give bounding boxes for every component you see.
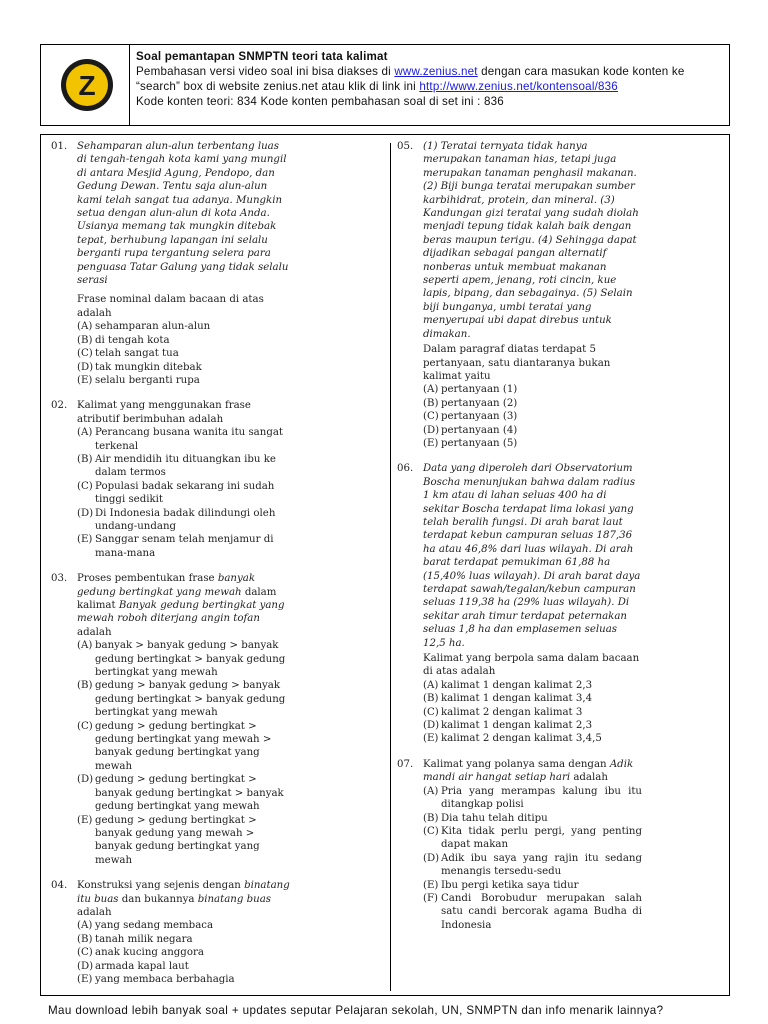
logo-cell [41, 45, 130, 125]
kontensoal-link[interactable]: http://www.zenius.net/kontensoal/836 [419, 80, 618, 93]
option-b[interactable]: (B) Air mendidih itu dituangkan ibu ke dalam termos [77, 453, 276, 479]
question-passage: (1) Teratai ternyata tidak hanya merupakan tanaman hias, tetapi juga merupakan tanaman penghasil makanan. (2) Biji bunga teratai merupakan sumber karbihidrat, protein, dan mineral. (3) Kandungan gizi teratai yang sudah diolah menjadi tepung tidak kalah baik dengan beras maupun terigu. (4) Sehingga dapat dijadikan sebagai pangan alternatif nonberas untuk membuat makanan seperti apem, jenang, roti cincin, kue lapis, bipang, dan sebagainya. (5) Selain biji bunganya, umbi teratai yang menyerupai ubi dapat direbus untuk dimakan. [423, 141, 639, 340]
option-e[interactable]: (E) pertanyaan (5) [423, 437, 518, 449]
option-d[interactable]: (D) pertanyaan (4) [423, 424, 518, 436]
option-c[interactable]: (C) Kita tidak perlu pergi, yang penting dapat makan [423, 825, 642, 851]
option-d[interactable]: (D) gedung > gedung bertingkat > banyak gedung bertingkat > banyak gedung bertingkat yang mewah [77, 774, 284, 813]
question-number: 06. [397, 463, 414, 475]
question-number: 03. [51, 573, 68, 585]
option-a[interactable]: (A) sehamparan alun-alun [77, 321, 211, 333]
question-04 [51, 879, 291, 986]
option-d[interactable]: (D) Adik ibu saya yang rajin itu sedang menangis tersedu-sedu [423, 852, 642, 878]
option-list [77, 639, 291, 867]
question-number: 02. [51, 400, 68, 412]
left-column [51, 140, 291, 998]
zenius-link[interactable]: www.zenius.net [394, 65, 478, 78]
option-b[interactable]: (B) kalimat 1 dengan kalimat 3,4 [423, 693, 593, 705]
option-a[interactable]: (A) banyak > banyak gedung > banyak gedung bertingkat > banyak gedung bertingkat yang mewah [77, 640, 286, 679]
question-prompt: Dalam paragraf diatas terdapat 5 pertanyaan, satu diantaranya bukan kalimat yaitu [423, 344, 611, 382]
zenius-logo [59, 57, 115, 113]
option-d[interactable]: (D) tak mungkin ditebak [77, 361, 202, 373]
option-c[interactable]: (C) telah sangat tua [77, 348, 179, 360]
footer-promo-text: Mau download lebih banyak soal + updates seputar Pelajaran sekolah, UN, SNMPTN dan info menarik lainnya? [48, 1004, 664, 1017]
option-f[interactable]: (F) Candi Borobudur merupakan salah satu candi bercorak agama Budha di Indonesia [423, 892, 642, 931]
option-c[interactable]: (C) kalimat 2 dengan kalimat 3 [423, 706, 583, 718]
option-a[interactable]: (A) kalimat 1 dengan kalimat 2,3 [423, 679, 593, 691]
option-e[interactable]: (E) selalu berganti rupa [77, 374, 200, 386]
question-06 [397, 462, 642, 746]
question-text: Kalimat yang polanya sama dengan Adik mandi air hangat setiap hari adalah [423, 758, 634, 784]
document-title: Soal pemantapan SNMPTN teori tata kalimat [136, 50, 388, 63]
option-e[interactable]: (E) kalimat 2 dengan kalimat 3,4,5 [423, 733, 602, 745]
svg-text:Z: Z [78, 70, 96, 101]
option-d[interactable]: (D) kalimat 1 dengan kalimat 2,3 [423, 720, 593, 732]
header-line-2: Pembahasan versi video soal ini bisa diakses di www.zenius.net dengan cara masukan kode konten ke [136, 65, 685, 78]
question-01 [51, 140, 291, 387]
option-b[interactable]: (B) di tengah kota [77, 334, 170, 346]
option-b[interactable]: (B) pertanyaan (2) [423, 397, 518, 409]
option-list [77, 320, 291, 387]
option-list [77, 426, 291, 560]
header-line-4: Kode konten teori: 834 Kode konten pembahasan soal di set ini : 836 [136, 95, 504, 108]
option-c[interactable]: (C) anak kucing anggora [77, 947, 204, 959]
question-passage: Data yang diperoleh dari Observatorium Boscha menunjukan bahwa dalam radius 1 km atau di lahan seluas 400 ha di sekitar Boscha terdapat lima lokasi yang telah beralih fungsi. Di arah barat laut terdapat kebun campuran seluas 187,36 ha atau 46,8% dari luas wilayah. Di arah barat terdapat pemukiman 61,88 ha (15,40% luas wilayah). Di arah barat daya terdapat sawah/tegalan/kebun campuran seluas 119,38 ha (29% luas wilayah). Di sekitar arah timur terdapat peternakan seluas 1,8 ha dan emplasemen seluas 12,5 ha. [423, 463, 641, 649]
question-02 [51, 399, 291, 560]
option-e[interactable]: (E) yang membaca berbahagia [77, 973, 235, 985]
column-divider [390, 143, 391, 991]
option-a[interactable]: (A) Pria yang merampas kalung ibu itu ditangkap polisi [423, 785, 642, 811]
option-c[interactable]: (C) Populasi badak sekarang ini sudah tinggi sedikit [77, 480, 275, 506]
option-c[interactable]: (C) pertanyaan (3) [423, 411, 518, 423]
option-a[interactable]: (A) pertanyaan (1) [423, 384, 518, 396]
question-07 [397, 758, 642, 932]
option-list [423, 383, 642, 450]
document-header [40, 44, 730, 126]
option-c[interactable]: (C) gedung > gedung bertingkat > gedung bertingkat yang mewah > banyak gedung bertingkat yang mewah [77, 720, 272, 772]
question-passage: Sehamparan alun-alun terbentang luas di tengah-tengah kota kami yang mungil di antara Mesjid Agung, Pendopo, dan Gedung Dewan. Tentu saja alun-alun kami telah sangat tua adanya. Mungkin setua dengan alun-alun di kota Anda. Usianya memang tak mungkin ditebak tepat, berhubung lapangan ini selalu berganti rupa tergantung selera para penguasa Tatar Galung yang tidak selalu serasi [77, 141, 289, 287]
question-text: Konstruksi yang sejenis dengan binatang itu buas dan bukannya binatang buas adalah [77, 880, 290, 918]
question-prompt: Kalimat yang berpola sama dalam bacaan di atas adalah [423, 653, 640, 678]
option-list [423, 679, 642, 746]
question-number: 07. [397, 758, 414, 770]
header-text [136, 49, 728, 109]
questions-box [40, 134, 730, 996]
question-number: 05. [397, 141, 414, 152]
right-column [397, 140, 642, 944]
option-list [423, 785, 642, 932]
option-b[interactable]: (B) Dia tahu telah ditipu [423, 812, 548, 824]
option-a[interactable]: (A) Perancang busana wanita itu sangat terkenal [77, 427, 284, 452]
question-03 [51, 572, 291, 867]
option-b[interactable]: (B) gedung > banyak gedung > banyak gedung bertingkat > banyak gedung bertingkat yang mewah [77, 680, 286, 719]
option-e[interactable]: (E) gedung > gedung bertingkat > banyak gedung yang mewah > banyak gedung bertingkat yang mewah [77, 814, 260, 866]
question-text: Proses pembentukan frase banyak gedung bertingkat yang mewah dalam kalimat Banyak gedung bertingkat yang mewah roboh diterjang angin tofan adalah [77, 573, 285, 638]
option-d[interactable]: (D) armada kapal laut [77, 960, 189, 972]
question-05 [397, 140, 642, 450]
option-e[interactable]: (E) Ibu pergi ketika saya tidur [423, 879, 579, 891]
header-line-3: “search” box di website zenius.net atau klik di link ini http://www.zenius.net/kontensoal/836 [136, 80, 618, 93]
question-number: 04. [51, 880, 68, 892]
question-text: Kalimat yang menggunakan frase atributif berimbuhan adalah [77, 400, 251, 425]
question-prompt: Frase nominal dalam bacaan di atas adalah [77, 294, 264, 319]
option-b[interactable]: (B) tanah milik negara [77, 933, 193, 945]
option-a[interactable]: (A) yang sedang membaca [77, 920, 214, 932]
option-d[interactable]: (D) Di Indonesia badak dilindungi oleh undang-undang [77, 507, 276, 532]
option-e[interactable]: (E) Sanggar senam telah menjamur di mana-mana [77, 534, 274, 559]
option-list [77, 919, 291, 986]
question-number: 01. [51, 141, 68, 152]
